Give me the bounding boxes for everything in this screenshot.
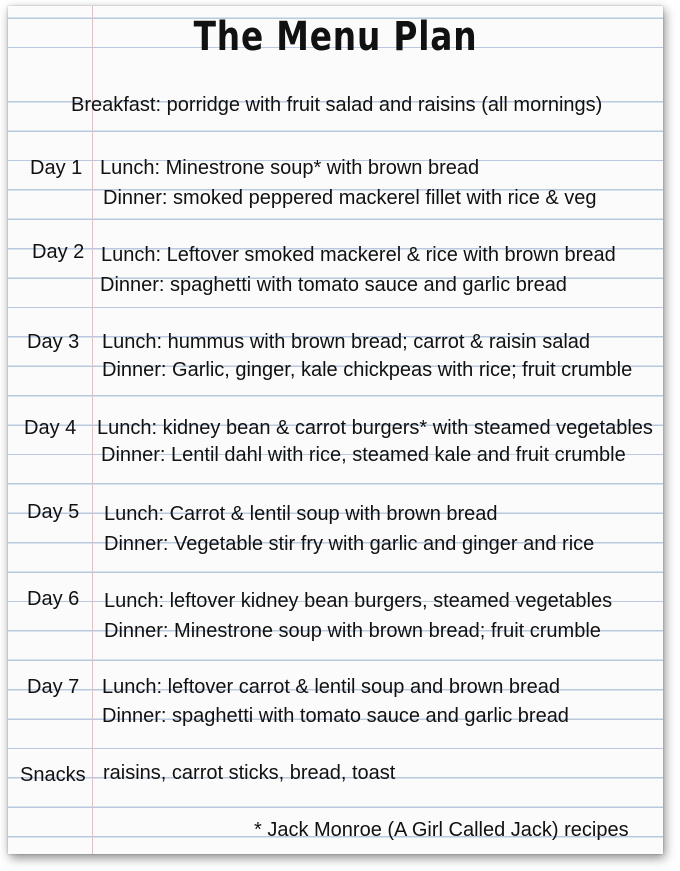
lined-paper-sheet — [8, 6, 663, 854]
lunch-entry: Lunch: leftover kidney bean burgers, steamed vegetables — [104, 590, 613, 612]
dinner-entry: Dinner: smoked peppered mackerel fillet with rice & veg — [103, 187, 597, 209]
dinner-entry: Dinner: Minestrone soup with brown bread; fruit crumble — [104, 620, 601, 642]
day-label: Day 3 — [27, 331, 80, 353]
dinner-entry: Dinner: Vegetable stir fry with garlic and ginger and rice — [104, 533, 595, 555]
lunch-entry: Lunch: Minestrone soup* with brown bread — [100, 157, 480, 179]
dinner-entry: Dinner: spaghetti with tomato sauce and garlic bread — [102, 705, 569, 727]
day-label: Day 4 — [24, 417, 77, 439]
lunch-entry: Lunch: leftover carrot & lentil soup and brown bread — [102, 676, 561, 698]
day-label: Day 7 — [27, 676, 80, 698]
day-label: Day 6 — [27, 588, 80, 610]
margin-line — [92, 6, 93, 854]
page-title: The Menu Plan — [193, 14, 478, 60]
snacks-label: Snacks — [20, 764, 86, 786]
lunch-entry: Lunch: Leftover smoked mackerel & rice with brown bread — [101, 244, 616, 266]
breakfast-line: Breakfast: porridge with fruit salad and raisins (all mornings) — [71, 94, 603, 116]
snacks-text: raisins, carrot sticks, bread, toast — [103, 762, 396, 784]
day-label: Day 1 — [30, 157, 83, 179]
lunch-entry: Lunch: hummus with brown bread; carrot & raisin salad — [102, 331, 591, 353]
footnote: * Jack Monroe (A Girl Called Jack) recipes — [254, 819, 629, 841]
day-label: Day 2 — [32, 241, 85, 263]
dinner-entry: Dinner: Garlic, ginger, kale chickpeas with rice; fruit crumble — [102, 359, 633, 381]
lunch-entry: Lunch: Carrot & lentil soup with brown bread — [104, 503, 498, 525]
dinner-entry: Dinner: Lentil dahl with rice, steamed kale and fruit crumble — [101, 444, 626, 466]
day-label: Day 5 — [27, 501, 80, 523]
lunch-entry: Lunch: kidney bean & carrot burgers* with steamed vegetables — [97, 417, 653, 439]
dinner-entry: Dinner: spaghetti with tomato sauce and garlic bread — [100, 274, 567, 296]
